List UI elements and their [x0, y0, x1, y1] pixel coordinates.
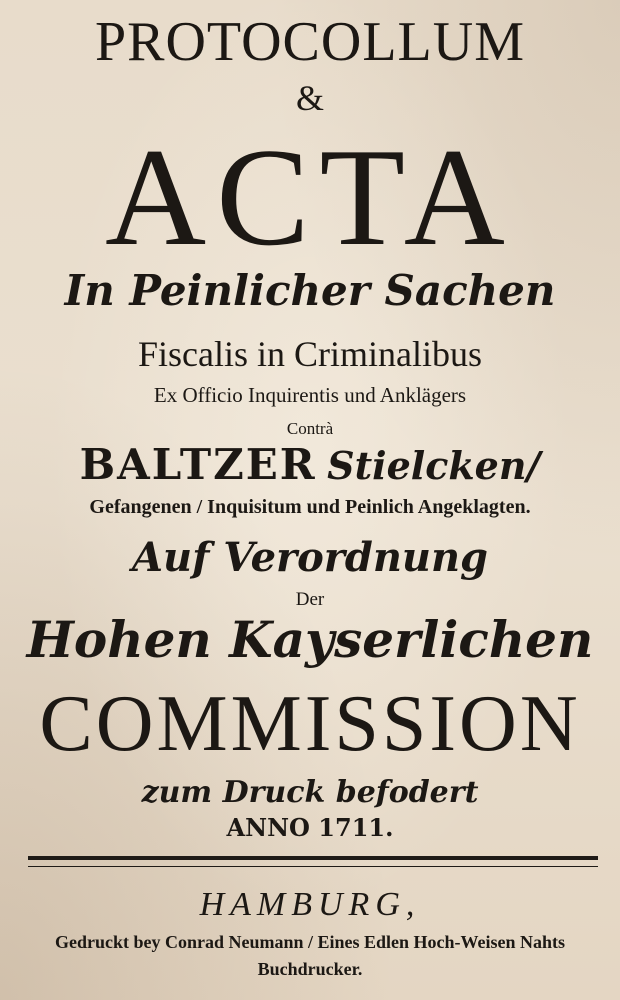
imprint-printer: Gedruckt bey Conrad Neumann / Eines Edlen Hoch-Weisen Nahts	[54, 932, 566, 952]
zum-druck-befodert: zum Druck befodert	[141, 775, 479, 810]
defendant-given-name: BALTZER	[79, 440, 317, 489]
defendant-description: Gefangenen / Inquisitum und Peinlich Angeklagten.	[89, 496, 531, 518]
title-commission: COMMISSION	[39, 680, 581, 768]
auf-verordnung: Auf Verordnung	[131, 534, 489, 581]
hohen-kayserlichen: Hohen Kayserlichen	[26, 610, 594, 669]
contra: Contrà	[286, 419, 334, 438]
anno-year: ANNO 1711.	[226, 813, 394, 842]
defendant-surname: Stielcken/	[327, 443, 541, 488]
ampersand: &	[295, 78, 324, 118]
title-acta: ACTA	[105, 120, 515, 275]
divider-thin	[28, 866, 598, 867]
divider-thick	[28, 856, 598, 860]
title-protocollum: PROTOCOLLUM	[94, 11, 525, 73]
subtitle-ex-officio: Ex Officio Inquirentis und Anklägers	[153, 383, 467, 407]
imprint-printer-role: Buchdrucker.	[257, 959, 363, 979]
defendant-name-line	[0, 440, 620, 489]
der: Der	[295, 589, 325, 610]
subtitle-fiscalis: Fiscalis in Criminalibus	[137, 334, 482, 374]
imprint-city: HAMBURG,	[199, 886, 421, 923]
subtitle-peinlicher-sachen: In Peinlicher Sachen	[64, 266, 556, 315]
